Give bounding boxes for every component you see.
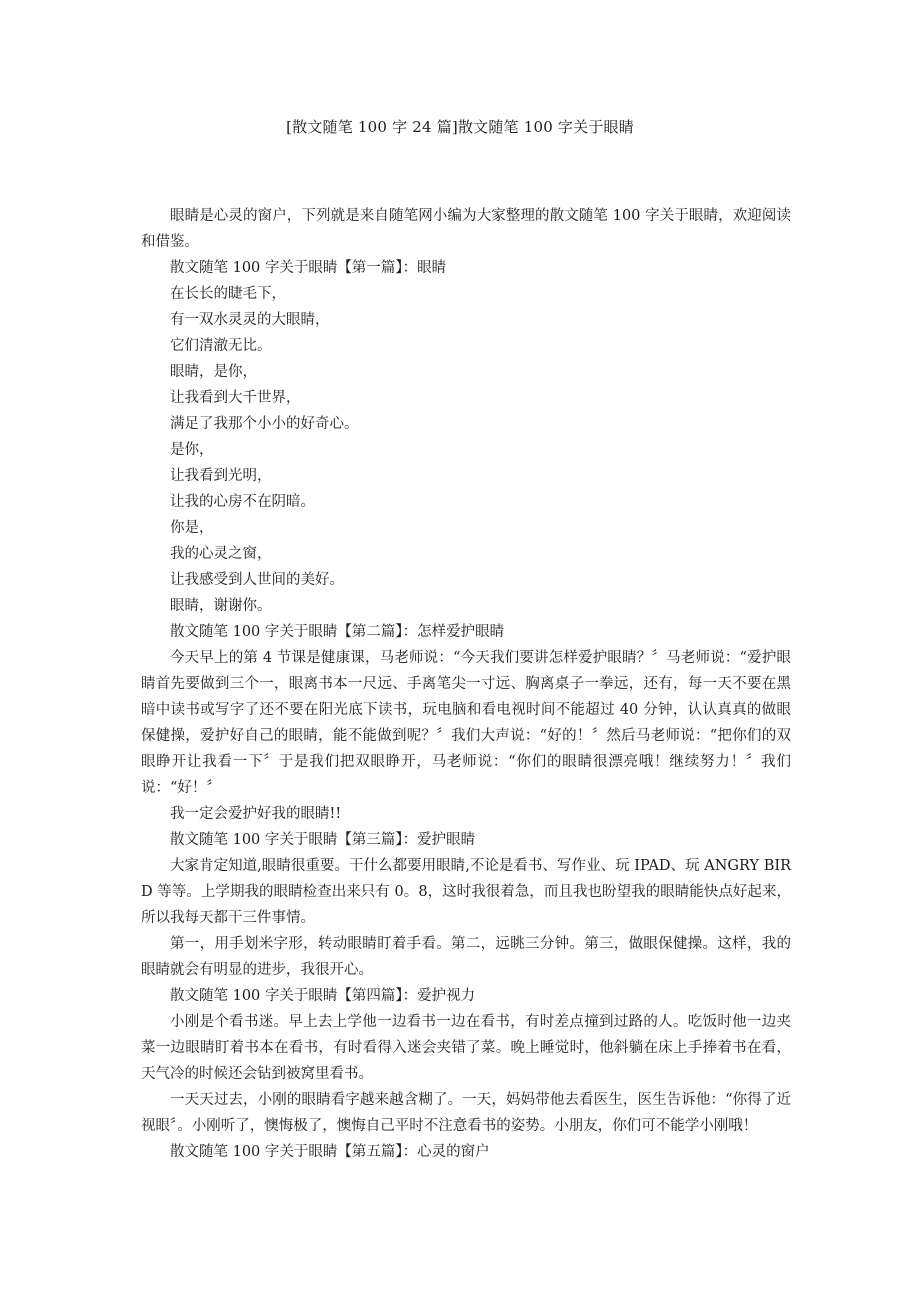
- paragraph-intro: 眼睛是心灵的窗户，下列就是来自随笔网小编为大家整理的散文随笔 100 字关于眼睛，欢迎阅读和借鉴。: [141, 208, 791, 250]
- section-heading-2: 散文随笔 100 字关于眼睛【第二篇】：怎样爱护眼睛: [170, 624, 505, 640]
- section-heading-1: 散文随笔 100 字关于眼睛【第一篇】：眼睛: [170, 260, 447, 276]
- section-heading-4: 散文随笔 100 字关于眼睛【第四篇】：爱护视力: [170, 988, 476, 1004]
- paragraph: 我一定会爱护好我的眼睛!!: [170, 806, 342, 822]
- poem-line: 眼睛，谢谢你。: [170, 598, 272, 614]
- poem-line: 你是，: [170, 520, 214, 536]
- paragraph: 大家肯定知道,眼睛很重要。干什么都要用眼睛,不论是看书、写作业、玩 IPAD、玩 ANGRY BIRD 等等。上学期我的眼睛检查出来只有 0。8，这时我很着急，而且我也盼望我的眼睛能快点好起来，所以我每天都干三件事情。: [141, 858, 791, 926]
- section-heading-3: 散文随笔 100 字关于眼睛【第三篇】：爱护眼睛: [170, 832, 476, 848]
- document-title: [散文随笔 100 字 24 篇]散文随笔 100 字关于眼睛: [286, 118, 634, 136]
- poem-line: 让我看到光明，: [170, 468, 272, 484]
- paragraph: 一天天过去，小刚的眼睛看字越来越含糊了。一天，妈妈带他去看医生，医生告诉他：“你得了近视眼〞。小刚听了，懊悔极了，懊悔自己平时不注意看书的姿势。小朋友，你们可不能学小刚哦！: [141, 1092, 791, 1134]
- paragraph: 第一，用手划米字形，转动眼睛盯着手看。第二，远眺三分钟。第三，做眼保健操。这样，我的眼睛就会有明显的进步，我很开心。: [141, 936, 791, 978]
- document-body: [141, 203, 791, 1165]
- paragraph: 今天早上的第 4 节课是健康课，马老师说：“今天我们要讲怎样爱护眼睛？〞马老师说：“爱护眼睛首先要做到三个一，眼离书本一尺远、手离笔尖一寸远、胸离桌子一拳远，还有，每一天不要在黑暗中读书或写字了还不要在阳光底下读书，玩电脑和看电视时间不能超过 40 分钟，认认真真的做眼保健操，爱护好自己的眼睛，能不能做到呢？〞我们大声说：“好的！〞然后马老师说：“把你们的双眼睁开让我看一下〞于是我们把双眼睁开，马老师说：“你们的眼睛很漂亮哦！继续努力！〞我们说：“好！〞: [141, 650, 791, 796]
- poem-line: 有一双水灵灵的大眼睛，: [170, 312, 330, 328]
- paragraph: 小刚是个看书迷。早上去上学他一边看书一边在看书，有时差点撞到过路的人。吃饭时他一边夹菜一边眼睛盯着书本在看书，有时看得入迷会夹错了菜。晚上睡觉时，他斜躺在床上手捧着书在看，天气冷的时候还会钻到被窝里看书。: [141, 1014, 791, 1082]
- poem-line: 它们清澈无比。: [170, 338, 272, 354]
- poem-line: 在长长的睫毛下，: [170, 286, 286, 302]
- poem-line: 眼睛，是你，: [170, 364, 257, 380]
- poem-line: 我的心灵之窗，: [170, 546, 272, 562]
- poem-line: 让我看到大千世界，: [170, 390, 301, 406]
- poem-line: 让我的心房不在阴暗。: [170, 494, 315, 510]
- poem-line: 满足了我那个小小的好奇心。: [170, 416, 359, 432]
- poem-line: 是你，: [170, 442, 214, 458]
- poem-line: 让我感受到人世间的美好。: [170, 572, 344, 588]
- section-heading-5: 散文随笔 100 字关于眼睛【第五篇】：心灵的窗户: [170, 1144, 490, 1160]
